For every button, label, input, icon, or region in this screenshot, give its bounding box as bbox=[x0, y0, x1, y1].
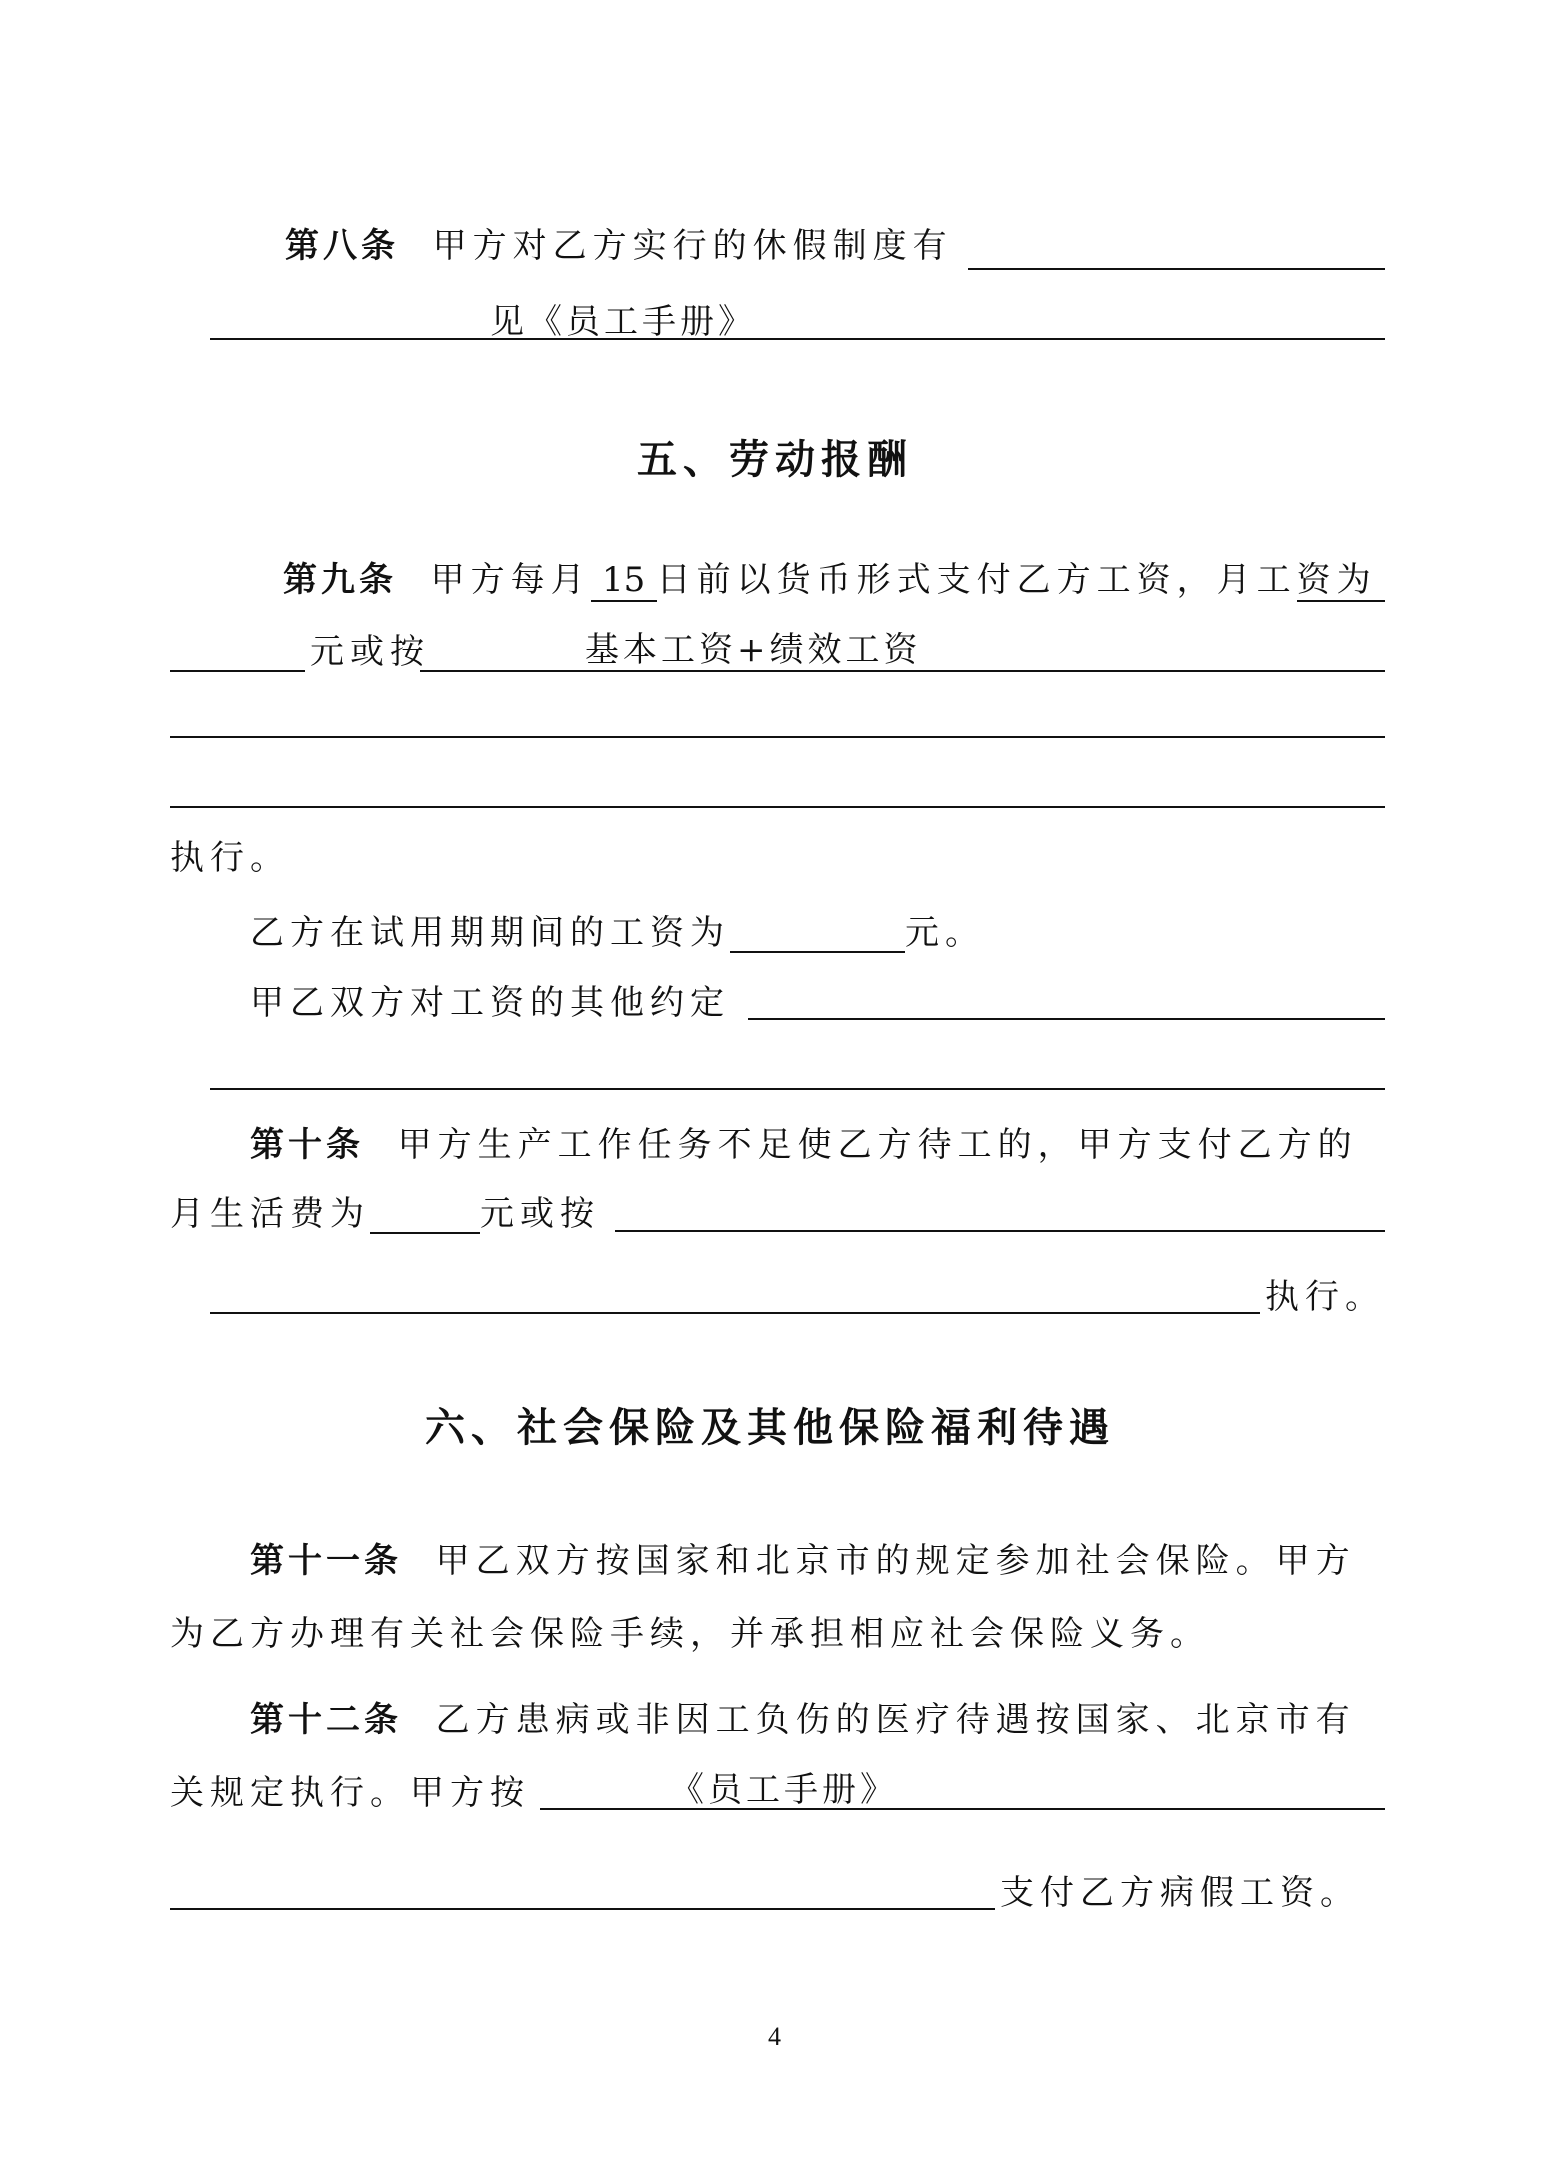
article-12-fill: 《员工手册》 bbox=[670, 1770, 898, 1810]
blank-line[interactable] bbox=[170, 1908, 995, 1910]
page-number: 4 bbox=[768, 2022, 781, 2051]
blank-line[interactable] bbox=[615, 1230, 1385, 1232]
article-11-label: 第十一条 bbox=[250, 1541, 402, 1581]
blank-line[interactable] bbox=[210, 1312, 1260, 1314]
article-8-text: 甲方对乙方实行的休假制度有 bbox=[432, 226, 953, 266]
article-9-text-b: 日前以货币形式支付乙方工资，月工资为 bbox=[656, 560, 1377, 600]
probation-wage-unit: 元。 bbox=[905, 913, 985, 953]
article-10-label: 第十条 bbox=[250, 1125, 364, 1165]
probation-wage-field[interactable] bbox=[730, 919, 905, 953]
blank-line[interactable] bbox=[210, 1088, 1385, 1090]
blank-line[interactable] bbox=[748, 1018, 1385, 1020]
article-12-end: 支付乙方病假工资。 bbox=[1000, 1873, 1360, 1913]
living-expense-field[interactable] bbox=[370, 1200, 480, 1234]
article-9-label: 第九条 bbox=[283, 560, 397, 600]
article-11-line1 bbox=[250, 1541, 1356, 1581]
blank-line[interactable] bbox=[1297, 600, 1385, 602]
blank-line[interactable] bbox=[210, 338, 1385, 340]
probation-wage-line bbox=[250, 913, 985, 953]
article-12-line1 bbox=[250, 1700, 1356, 1740]
article-11-text: 甲乙双方按国家和北京市的规定参加社会保险。甲方 bbox=[435, 1541, 1356, 1581]
article-9-text-a: 甲方每月 bbox=[430, 560, 591, 600]
section-6-title: 六、社会保险及其他保险福利待遇 bbox=[425, 1405, 1115, 1451]
article-10-text: 甲方生产工作任务不足使乙方待工的，甲方支付乙方的 bbox=[397, 1125, 1358, 1165]
article-11-line2: 为乙方办理有关社会保险手续，并承担相应社会保险义务。 bbox=[170, 1614, 1210, 1654]
other-wage-terms: 甲乙双方对工资的其他约定 bbox=[250, 983, 730, 1023]
article-9-method: 基本工资+绩效工资 bbox=[585, 630, 922, 670]
pay-day-field[interactable]: 15 bbox=[591, 560, 657, 602]
blank-line[interactable] bbox=[420, 670, 1385, 672]
blank-line[interactable] bbox=[968, 268, 1385, 270]
blank-line[interactable] bbox=[170, 736, 1385, 738]
article-9-text-c: 元或按 bbox=[310, 632, 430, 672]
article-8 bbox=[285, 226, 953, 266]
blank-line[interactable] bbox=[540, 1808, 1385, 1810]
article-12-label: 第十二条 bbox=[250, 1700, 402, 1740]
article-10-exec: 执行。 bbox=[1265, 1277, 1385, 1317]
probation-wage-label: 乙方在试用期期间的工资为 bbox=[250, 913, 730, 953]
article-12-text: 乙方患病或非因工负伤的医疗待遇按国家、北京市有 bbox=[435, 1700, 1356, 1740]
blank-line[interactable] bbox=[170, 670, 305, 672]
article-9-line1 bbox=[283, 560, 1377, 602]
section-5-title: 五、劳动报酬 bbox=[637, 437, 913, 483]
blank-line[interactable] bbox=[170, 806, 1385, 808]
article-8-fill: 见《员工手册》 bbox=[490, 302, 756, 342]
article-12-line2: 关规定执行。甲方按 bbox=[170, 1773, 530, 1813]
living-expense-unit: 元或按 bbox=[480, 1194, 600, 1234]
article-10-line2 bbox=[170, 1194, 600, 1234]
article-8-label: 第八条 bbox=[285, 226, 399, 266]
living-expense-label: 月生活费为 bbox=[170, 1194, 370, 1234]
article-10-line1 bbox=[250, 1125, 1358, 1165]
article-9-exec: 执行。 bbox=[170, 838, 290, 878]
